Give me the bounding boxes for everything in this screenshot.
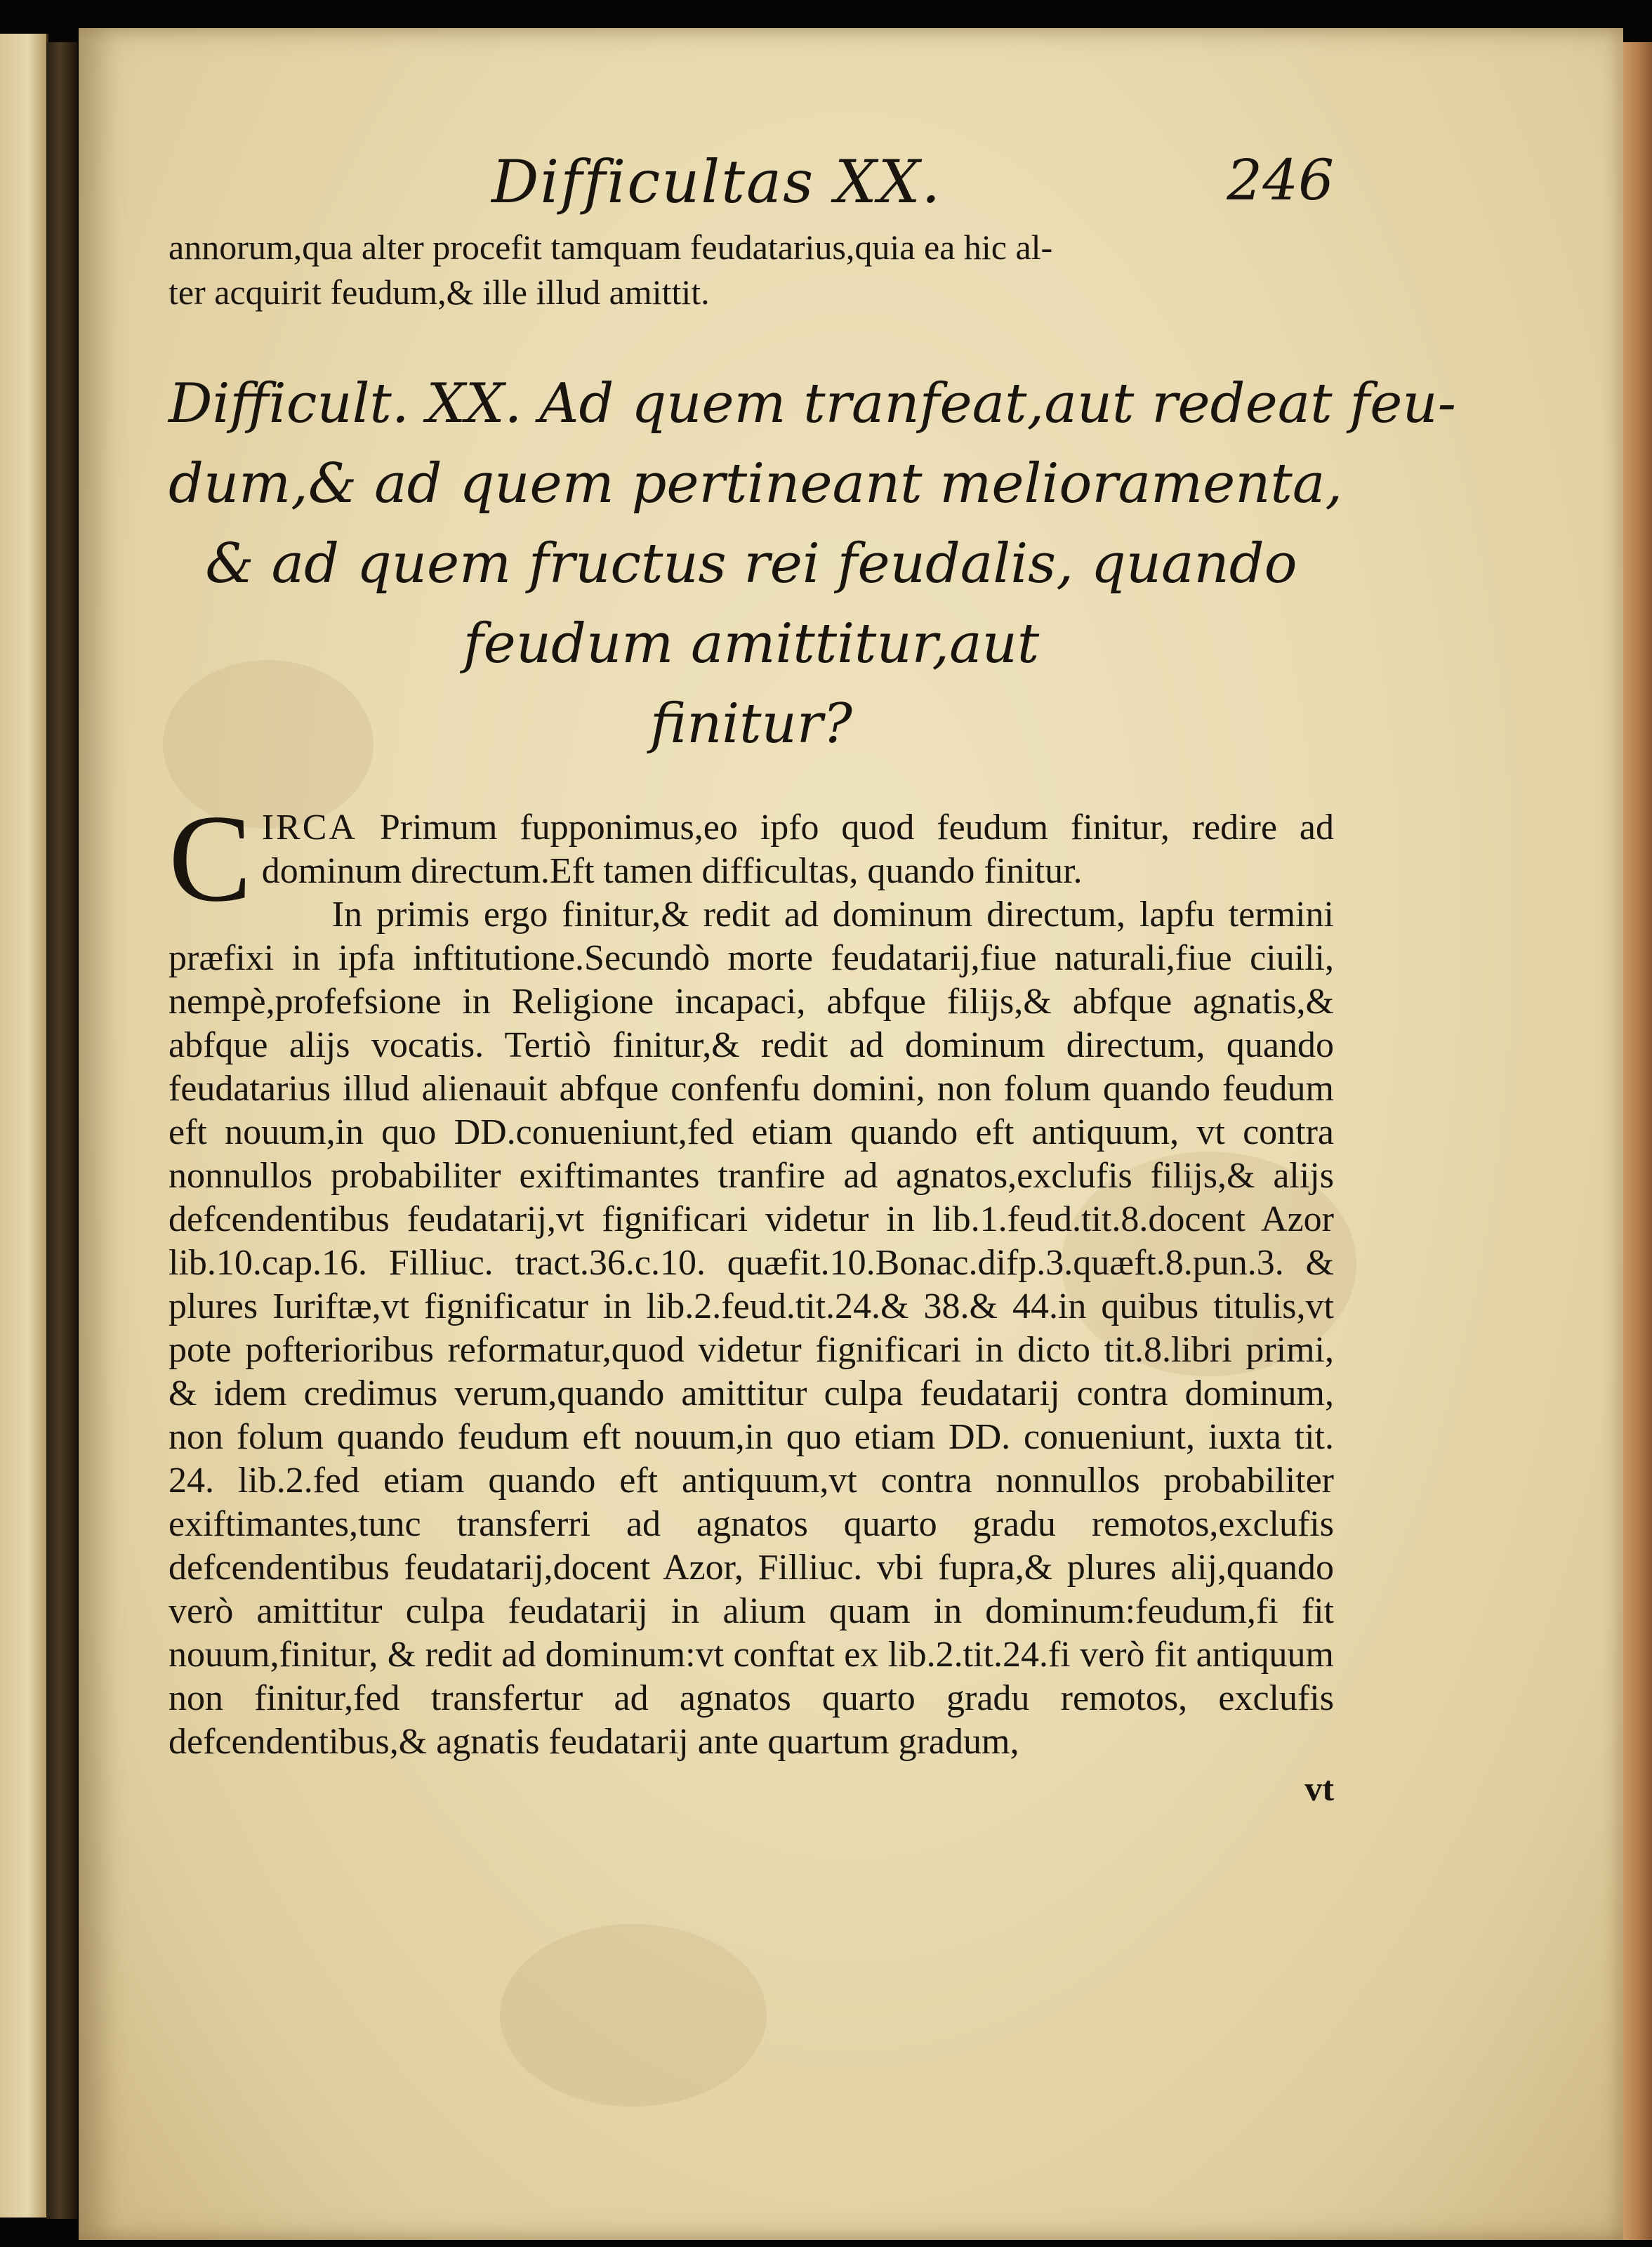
heading-line: finitur?: [650, 692, 852, 756]
section-heading: [168, 364, 1456, 764]
paragraph-1: [168, 789, 1334, 928]
heading-line: Difficult. XX. Ad quem tranfeat,aut redeat feu-: [168, 372, 1456, 435]
carryover-text: [168, 225, 1334, 315]
heading-line: feudum amittitur,aut: [463, 612, 1040, 676]
page-text: [168, 147, 1456, 1809]
carryover-line: annorum,qua alter procefit tamquam feudatarius,quia ea hic al-: [168, 228, 1053, 267]
page-number: 246: [1227, 147, 1334, 213]
paragraph-1-text: Primum fupponimus,eo ipfo quod feudum finitur, redire ad dominum directum.Eft tamen difficultas, quando finitur.: [261, 808, 1334, 891]
heading-line: & ad quem fructus rei feudalis, quando: [205, 532, 1297, 595]
catchword: vt: [1304, 1769, 1334, 1808]
paragraph-2: In primis ergo finitur,& redit ad dominum directum, lapfu termini præfixi in ipfa inftitutione.Secundò morte feudatarij,fiue naturali,fiue ciuili, nempè,profefsione in Religione incapaci, abfque filijs,& abfque agnatis,& abfque alijs vocatis. Tertiò finitur,& redit ad dominum directum, quando feudatarius illud alienauit abfque confenfu domini, non folum quando feudum eft nouum,in quo DD.conueniunt,fed etiam quando eft antiquum, vt contra nonnullos probabiliter exiftimantes tranfire ad agnatos,exclufis filijs,& alijs defcendentibus feudatarij,vt fignificari videtur in lib.1.feud.tit.8.docent Azor lib.10.cap.16. Filliuc. tract.36.c.10. quæfit.10.Bonac.difp.3.quæft.8.pun.3. & plures Iuriftæ,vt fignificatur in lib.2.feud.tit.24.& 38.& 44.in quibus titulis,vt pote pofterioribus reformatur,quod videtur fignificari in dicto tit.8.libri primi, & idem credimus verum,quando amittitur culpa feudatarij contra dominum, non folum quando feudum eft nouum,in quo etiam DD. conueniunt, iuxta tit. 24. lib.2.fed etiam quando eft antiquum,vt contra nonnullos probabiliter exiftimantes,tunc transferri ad agnatos quarto gradu remotos,exclufis defcendentibus feudatarij,docent Azor, Filliuc. vbi fupra,& plures alij,quando verò amittitur culpa feudatarij in alium quam in dominum:feudum,fi fit nouum,finitur, & redit ad dominum:vt conftat ex lib.2.tit.24.fi verò fit antiquum non finitur,fed transfertur ad agnatos quarto gradu remotos, exclufis defcendentibus,& agnatis feudatarij ante quartum gradum,: [168, 895, 1334, 1762]
drop-cap: C: [168, 789, 252, 928]
book-gutter: [46, 42, 77, 2219]
heading-line: dum,& ad quem pertineant melioramenta,: [168, 452, 1343, 515]
paper-stain: [500, 1924, 767, 2107]
small-caps-word: IRCA: [261, 808, 357, 848]
carryover-line: ter acquirit feudum,& ille illud amittit.: [168, 272, 710, 312]
running-head-title: Difficultas XX.: [491, 147, 942, 216]
previous-page-edge: [0, 34, 48, 2218]
page-fore-edge: [1623, 42, 1652, 2240]
body-text: [168, 789, 1334, 1764]
running-head: [168, 147, 1334, 225]
